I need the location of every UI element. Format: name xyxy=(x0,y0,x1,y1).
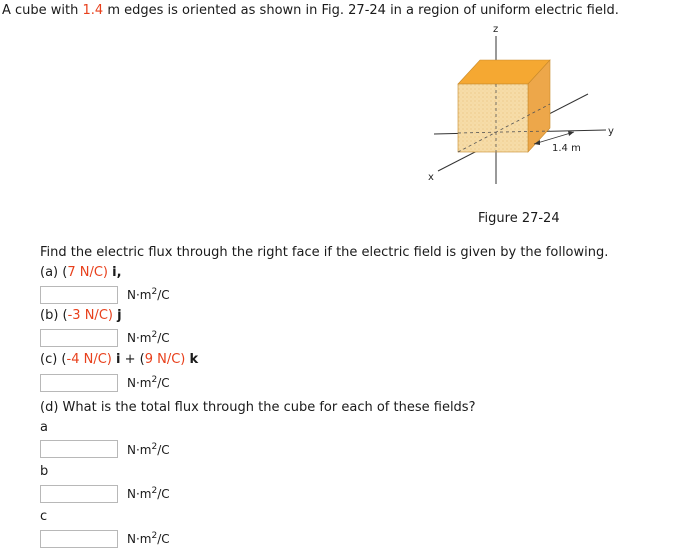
part-c-vector2: k xyxy=(189,352,199,367)
part-a-trail: , xyxy=(116,265,122,280)
answer-input-d-c[interactable] xyxy=(40,530,118,548)
part-b-label xyxy=(40,308,122,323)
part-a-prefix: (a) ( xyxy=(40,265,68,280)
part-a-label xyxy=(40,265,122,280)
answer-input-d-b[interactable] xyxy=(40,485,118,503)
intro-text-before: A cube with xyxy=(2,3,83,18)
x-axis-label: x xyxy=(428,172,434,183)
part-a-value: 7 xyxy=(67,265,76,280)
part-a-suffix: N/C) xyxy=(75,265,113,280)
part-b-suffix: N/C) xyxy=(80,308,118,323)
y-axis-label: y xyxy=(608,126,614,137)
edge-arrow-right-icon xyxy=(568,131,574,136)
question-text: Find the electric flux through the right face if the electric field is given by the following. xyxy=(40,245,609,260)
edge-length-value: 1.4 xyxy=(82,3,104,18)
sub-label-a: a xyxy=(40,420,48,435)
sub-label-b: b xyxy=(40,464,49,479)
edge-length-label: 1.4 m xyxy=(552,143,581,154)
sub-label-c: c xyxy=(40,509,48,524)
answer-input-d-a[interactable] xyxy=(40,440,118,458)
part-b-prefix: (b) ( xyxy=(40,308,68,323)
part-c-value2: 9 xyxy=(144,352,153,367)
part-c-mid2: N/C) xyxy=(152,352,190,367)
part-d-label: (d) What is the total flux through the cube for each of these fields? xyxy=(40,400,476,415)
part-c-prefix: (c) ( xyxy=(40,352,67,367)
intro-text-after: m edges is oriented as shown in Fig. 27-24 in a region of uniform electric field. xyxy=(103,3,619,18)
unit-label-d-c: $N\cdot m^2/C$ xyxy=(127,531,170,546)
figure-caption: Figure 27-24 xyxy=(478,211,560,226)
part-b-vector: j xyxy=(117,308,122,323)
unit-label-a: $N\cdot m^2/C$ xyxy=(127,287,170,302)
cube-front-face xyxy=(458,84,528,152)
z-axis-label: z xyxy=(493,24,499,35)
part-c-mid1: N/C) xyxy=(79,352,116,367)
answer-input-c[interactable] xyxy=(40,374,118,392)
part-c-plus: + ( xyxy=(120,352,145,367)
unit-label-b: $N\cdot m^2/C$ xyxy=(127,330,170,345)
part-c-vector1: i xyxy=(116,352,121,367)
unit-label-c: $N\cdot m^2/C$ xyxy=(127,375,170,390)
cube-figure xyxy=(418,24,618,184)
part-c-value1: -4 xyxy=(66,352,80,367)
unit-label-d-b: $N\cdot m^2/C$ xyxy=(127,486,170,501)
part-b-value: -3 xyxy=(67,308,81,323)
unit-label-d-a: $N\cdot m^2/C$ xyxy=(127,442,170,457)
problem-statement xyxy=(2,3,619,18)
part-a-vector: i xyxy=(112,265,117,280)
answer-input-b[interactable] xyxy=(40,329,118,347)
answer-input-a[interactable] xyxy=(40,286,118,304)
part-c-label xyxy=(40,352,198,367)
